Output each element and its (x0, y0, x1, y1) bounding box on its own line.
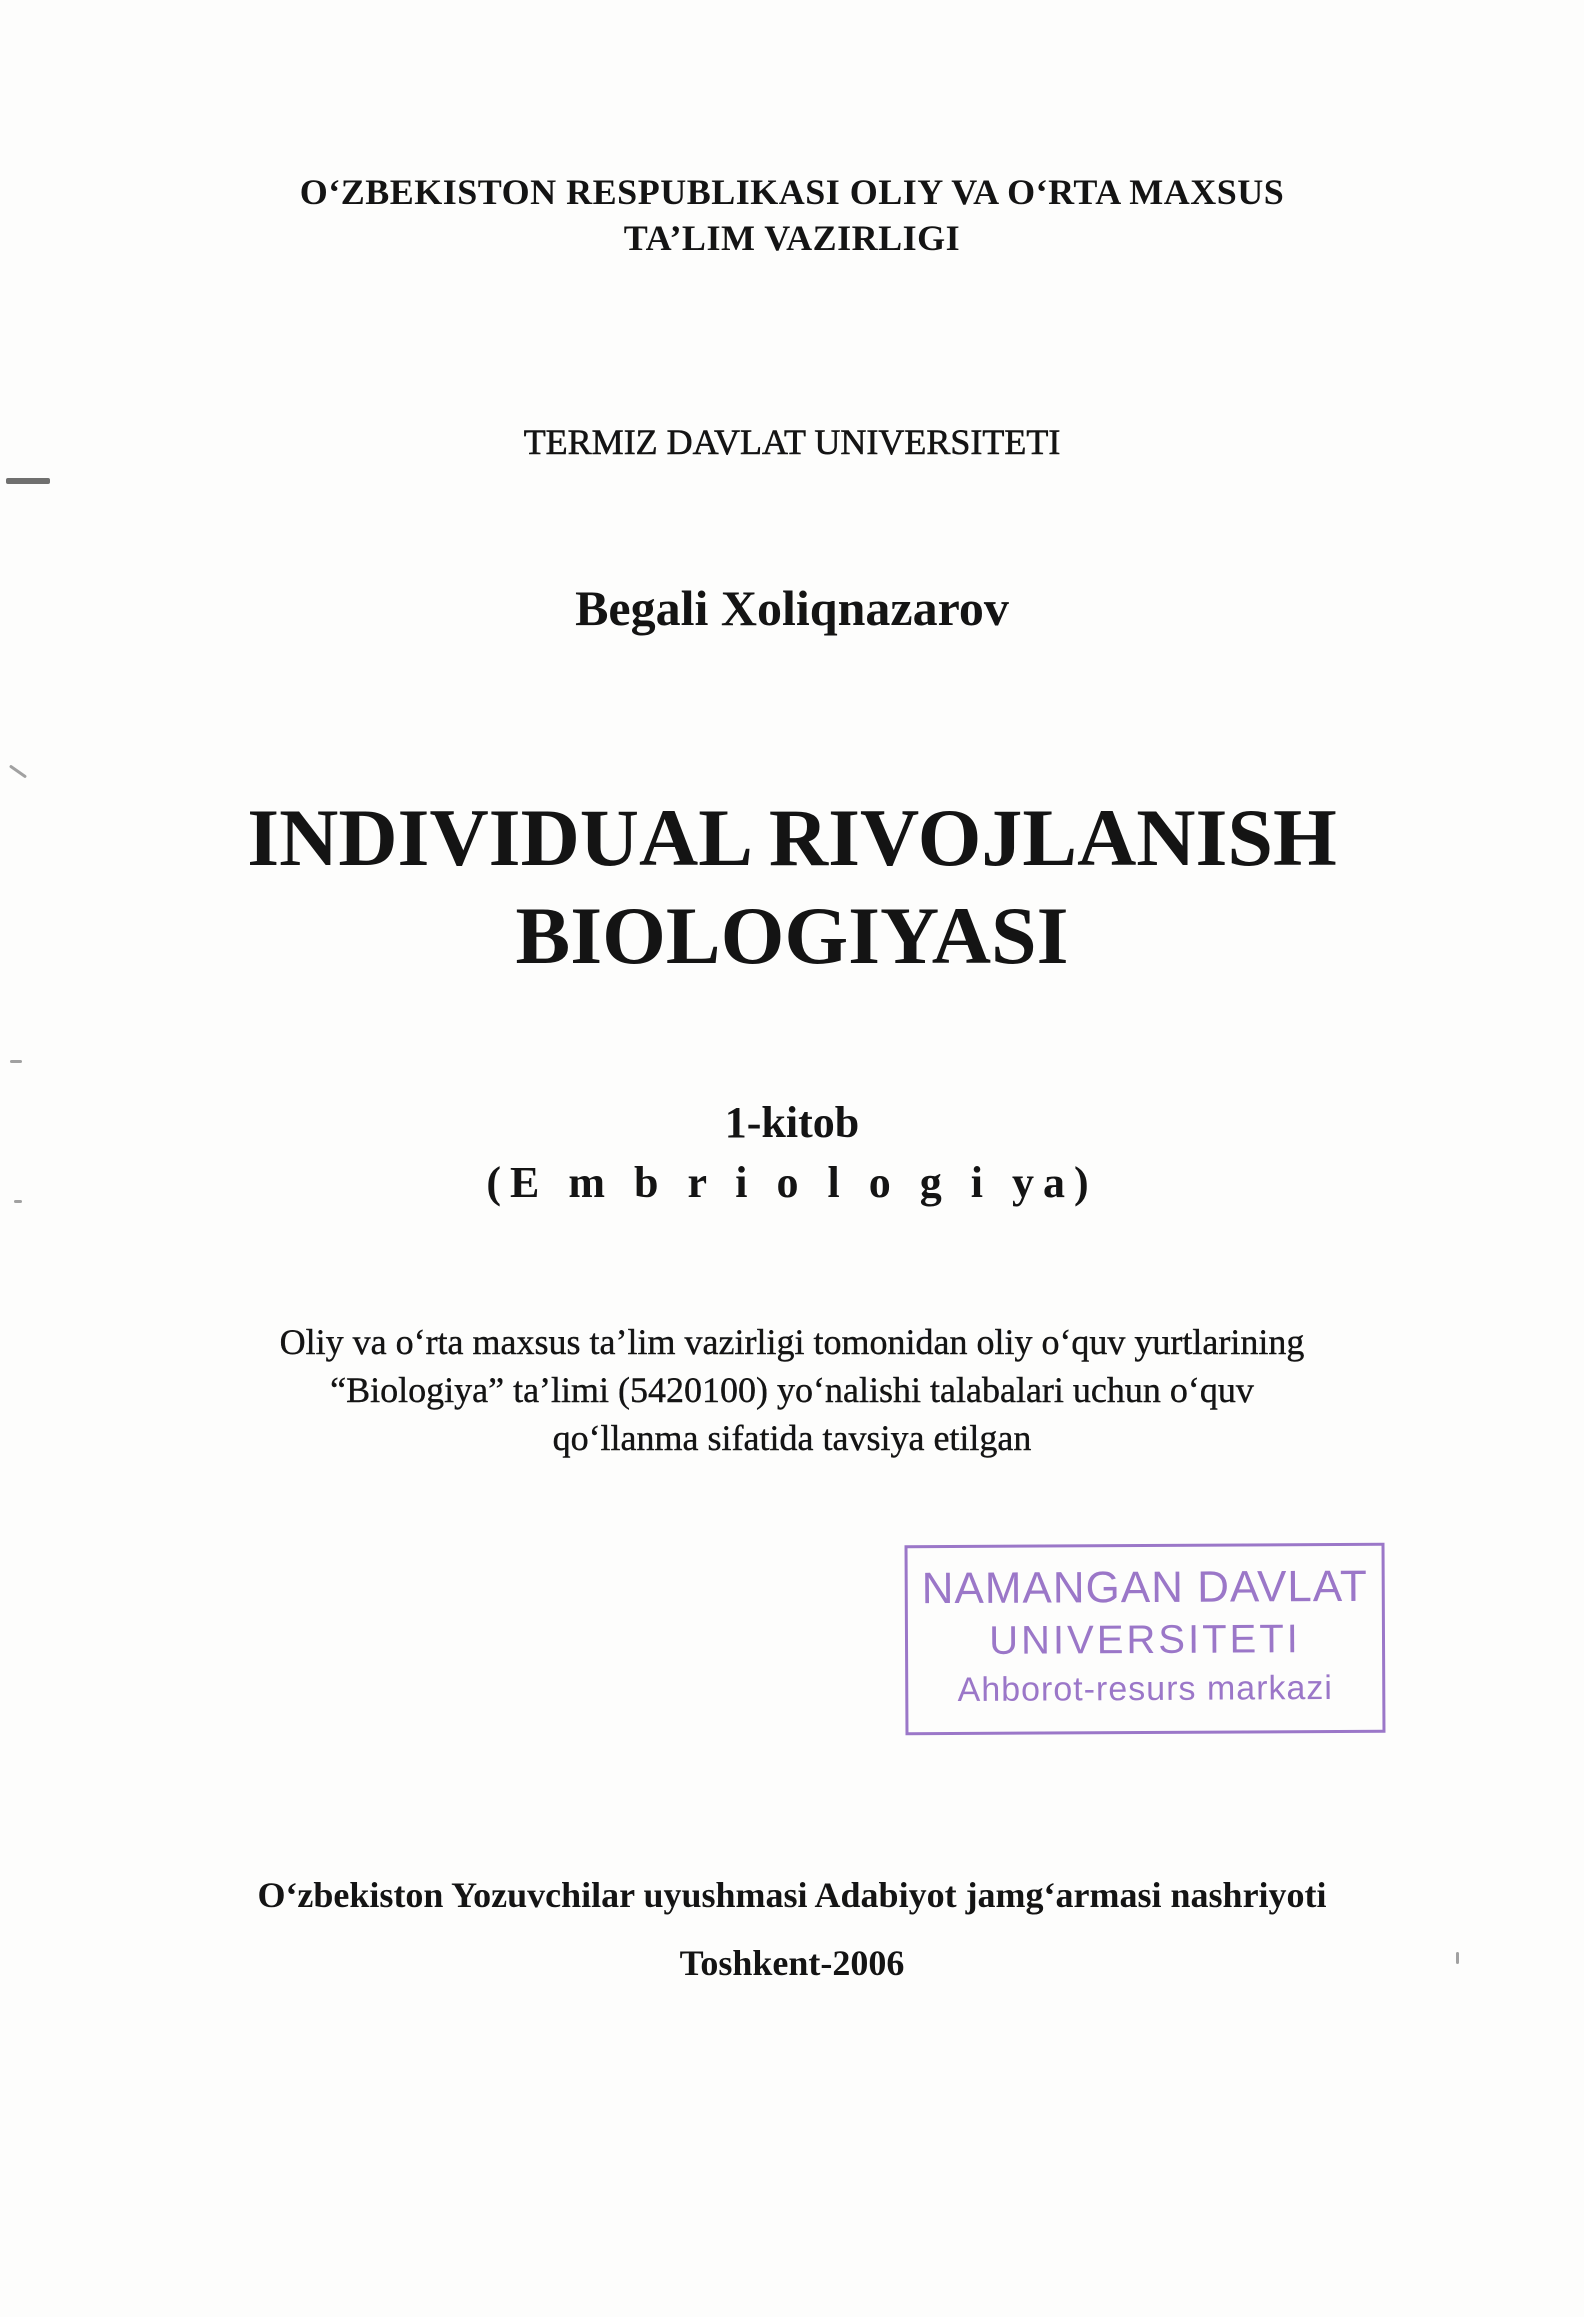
book-title-line-1: INDIVIDUAL RIVOJLANISH (247, 792, 1337, 883)
university-name: TERMIZ DAVLAT UNIVERSITETI (523, 422, 1061, 462)
city-year: Toshkent-2006 (679, 1943, 905, 1983)
ministry-line-1: O‘ZBEKISTON RESPUBLIKASI OLIY VA O‘RTA MAXSUS (299, 172, 1285, 212)
stamp-line-1: NAMANGAN DAVLAT (921, 1561, 1368, 1614)
stamp-line-3: Ahborot-resurs markazi (957, 1669, 1334, 1709)
volume-label: 1-kitob (724, 1098, 860, 1147)
scan-speck (10, 1060, 22, 1063)
library-stamp (905, 1543, 1386, 1736)
approval-line-1: Oliy va o‘rta maxsus ta’lim vazirligi tomonidan oliy o‘quv yurtlarining (279, 1322, 1305, 1362)
stamp-line-2: UNIVERSITETI (989, 1617, 1301, 1663)
approval-line-2: “Biologiya” ta’limi (5420100) yo‘nalishi talabalari uchun o‘quv (330, 1370, 1254, 1410)
scan-speck (6, 478, 50, 484)
scan-speck (9, 765, 27, 779)
approval-line-3: qo‘llanma sifatida tavsiya etilgan (552, 1418, 1032, 1458)
volume-subtitle: (E m b r i o l o g i ya) (486, 1158, 1098, 1207)
book-title-line-2: BIOLOGIYASI (515, 890, 1069, 981)
ministry-line-2: TA’LIM VAZIRLIGI (623, 218, 961, 258)
author-name: Begali Xoliqnazarov (575, 580, 1009, 636)
publisher-name: O‘zbekiston Yozuvchilar uyushmasi Adabiyot jamg‘armasi nashriyoti (257, 1875, 1327, 1915)
